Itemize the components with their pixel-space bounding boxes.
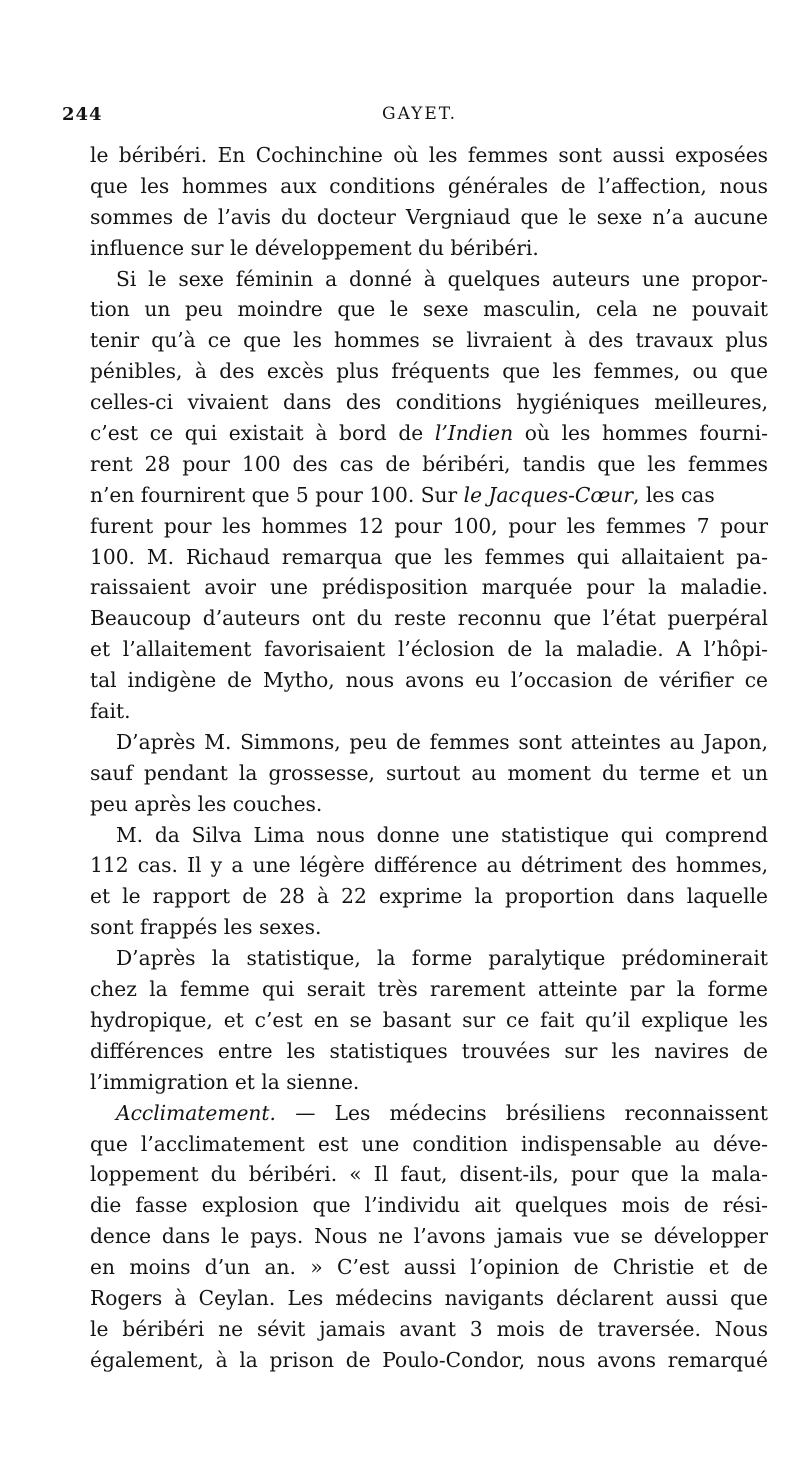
text-line: tal indigène de Mytho, nous avons eu l’occasion de vérifier ce — [90, 668, 768, 693]
text-line: peu après les couches. — [90, 791, 323, 816]
text-line: c’est ce qui existait à bord de l’Indien où les hommes fourni- — [90, 421, 768, 446]
text-line: chez la femme qui serait très rarement atteinte par la forme — [90, 977, 768, 1002]
text-line: le béribéri. En Cochinchine où les femmes sont aussi exposées — [90, 143, 768, 167]
text-line: dence dans le pays. Nous ne l’avons jamais vue se développer — [90, 1224, 768, 1249]
text-line: fait. — [90, 699, 131, 724]
text-line: que l’acclimatement est une condition indispensable au déve- — [90, 1131, 768, 1156]
text-line: hydropique, et c’est en se basant sur ce fait qu’il explique les — [90, 1007, 768, 1032]
text-line: et l’allaitement favorisaient l’éclosion de la maladie. A l’hôpi- — [90, 637, 768, 662]
text-line: sont frappés les sexes. — [90, 915, 322, 940]
text-line: loppement du béribéri. « Il faut, disent-ils, pour que la mala- — [90, 1162, 768, 1187]
text-line: l’immigration et la sienne. — [90, 1069, 360, 1094]
text-line: raissaient avoir une prédisposition marquée pour la maladie. — [90, 575, 768, 600]
text-line: influence sur le développement du béribéri. — [90, 235, 539, 260]
ship-name-indien: l’Indien — [434, 421, 514, 446]
text-line: 100. M. Richaud remarqua que les femmes qui allaitaient pa- — [90, 544, 768, 569]
text-line: également, à la prison de Poulo-Condor, nous avons remarqué — [90, 1347, 768, 1372]
text-line: D’après la statistique, la forme paralytique prédominerait — [116, 946, 768, 971]
text-line: Si le sexe féminin a donné à quelques auteurs une propor- — [116, 266, 768, 291]
text-line: sommes de l’avis du docteur Vergniaud que le sexe n’a aucune — [90, 204, 768, 229]
section-heading-acclimatement: Acclimatement. — [116, 1100, 276, 1125]
text-line: M. da Silva Lima nous donne une statistique qui comprend — [116, 822, 768, 847]
text-line: Acclimatement. — Les médecins brésiliens reconnaissent — [116, 1100, 768, 1125]
text-line: D’après M. Simmons, peu de femmes sont atteintes au Japon, — [116, 729, 768, 754]
running-head — [62, 104, 768, 134]
text-line: furent pour les hommes 12 pour 100, pour les femmes 7 pour — [90, 513, 768, 538]
running-title: GAYET. — [382, 104, 458, 124]
text-line: die fasse explosion que l’individu ait quelques mois de rési- — [90, 1193, 768, 1218]
text-line: pénibles, à des excès plus fréquents que les femmes, ou que — [90, 359, 768, 384]
text-line: 112 cas. Il y a une légère différence au détriment des hommes, — [90, 853, 768, 878]
text-line: tion un peu moindre que le sexe masculin, cela ne pouvait — [90, 297, 768, 322]
text-line: Rogers à Ceylan. Les médecins navigants déclarent aussi que — [90, 1285, 768, 1310]
text-line: sauf pendant la grossesse, surtout au moment du terme et un — [90, 760, 768, 785]
body-text — [90, 140, 768, 1376]
text-line: rent 28 pour 100 des cas de béribéri, tandis que les femmes — [90, 451, 768, 476]
text-line: tenir qu’à ce que les hommes se livraient à des travaux plus — [90, 328, 768, 353]
text-line: que les hommes aux conditions générales de l’affection, nous — [90, 173, 768, 198]
text-line: et le rapport de 28 à 22 exprime la proportion dans laquelle — [90, 884, 768, 909]
page-number: 244 — [62, 104, 103, 125]
text-line: Beaucoup d’auteurs ont du reste reconnu que l’état puerpéral — [90, 606, 768, 631]
text-line: en moins d’un an. » C’est aussi l’opinion de Christie et de — [90, 1255, 768, 1280]
text-line: n’en fournirent que 5 pour 100. Sur le Jacques-Cœur, les cas — [90, 480, 768, 511]
text-line: le béribéri ne sévit jamais avant 3 mois de traversée. Nous — [90, 1316, 768, 1341]
text-line: différences entre les statistiques trouvées sur les navires de — [90, 1038, 768, 1063]
ship-name-jacques-coeur: le Jacques-Cœur — [463, 482, 633, 507]
text-line: celles-ci vivaient dans des conditions hygiéniques meilleures, — [90, 390, 768, 415]
